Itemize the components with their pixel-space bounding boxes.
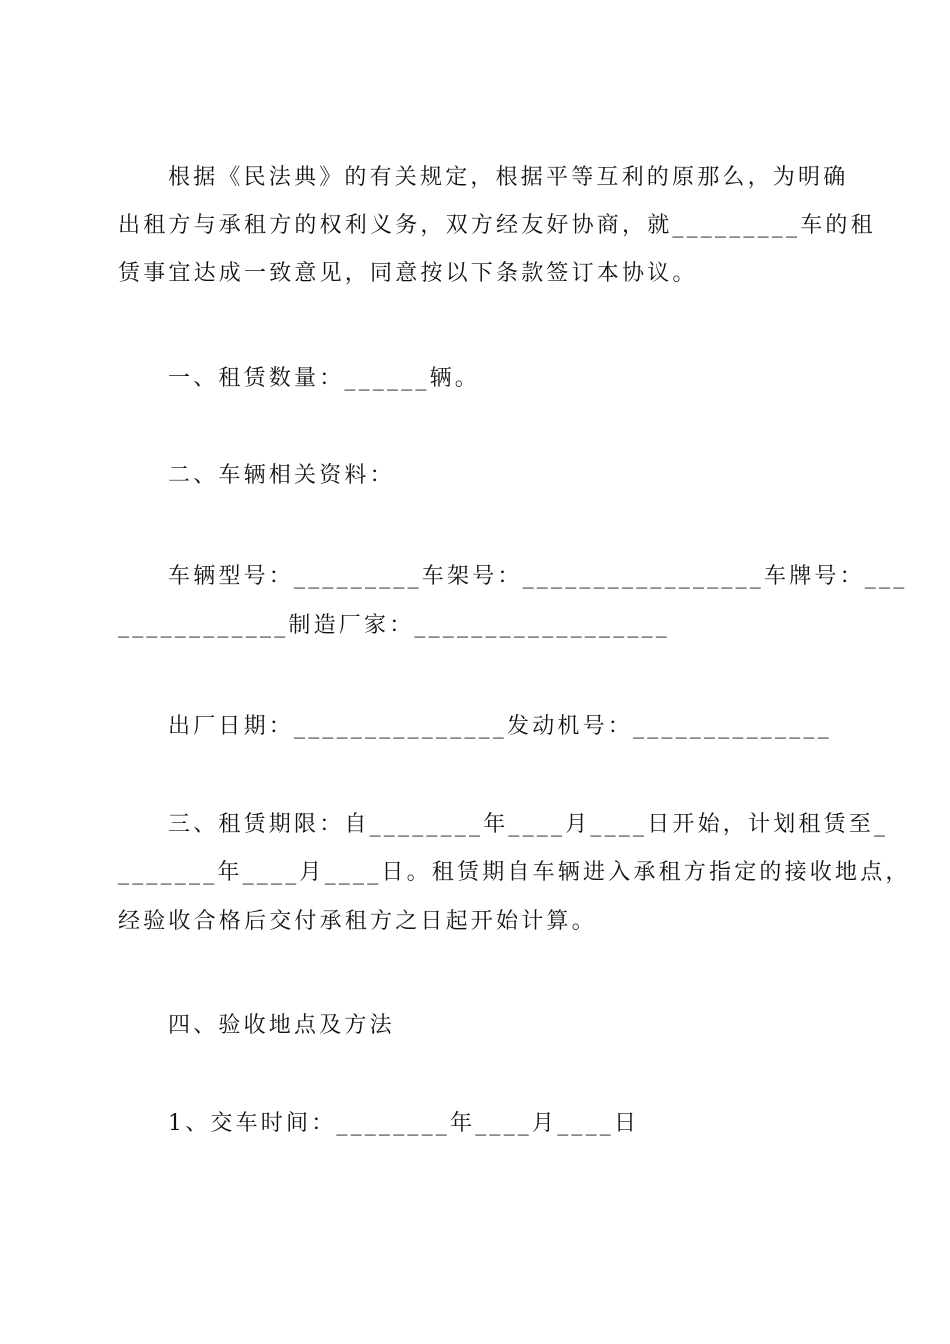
intro-paragraph-line-2: 出租方与承租方的权利义务，双方经友好协商，就_________车的租 (118, 213, 876, 238)
rental-period-line-3: 经验收合格后交付承租方之日起开始计算。 (118, 909, 597, 934)
factory-info-line: 出厂日期：_______________发动机号：______________ (168, 714, 832, 739)
section-vehicle-info-heading: 二、车辆相关资料： (168, 463, 395, 488)
rental-period-line-2: _______年____月____日。租赁期自车辆进入承租方指定的接收地点， (118, 860, 911, 885)
intro-paragraph-line-1: 根据《民法典》的有关规定，根据平等互利的原那么，为明确 (168, 165, 849, 190)
intro-paragraph-line-3: 赁事宜达成一致意见，同意按以下条款签订本协议。 (118, 261, 698, 286)
section-rental-quantity: 一、租赁数量：______辆。 (168, 366, 481, 391)
delivery-time-line: 1、交车时间：________年____月____日 (168, 1111, 640, 1136)
rental-period-line-1: 三、租赁期限：自________年____月____日开始，计划租赁至_ (168, 812, 889, 837)
section-acceptance-heading: 四、验收地点及方法 (168, 1013, 395, 1038)
vehicle-info-line-2: ____________制造厂家：__________________ (118, 613, 671, 638)
vehicle-info-line-1: 车辆型号：_________车架号：_________________车牌号：___ (168, 564, 908, 589)
